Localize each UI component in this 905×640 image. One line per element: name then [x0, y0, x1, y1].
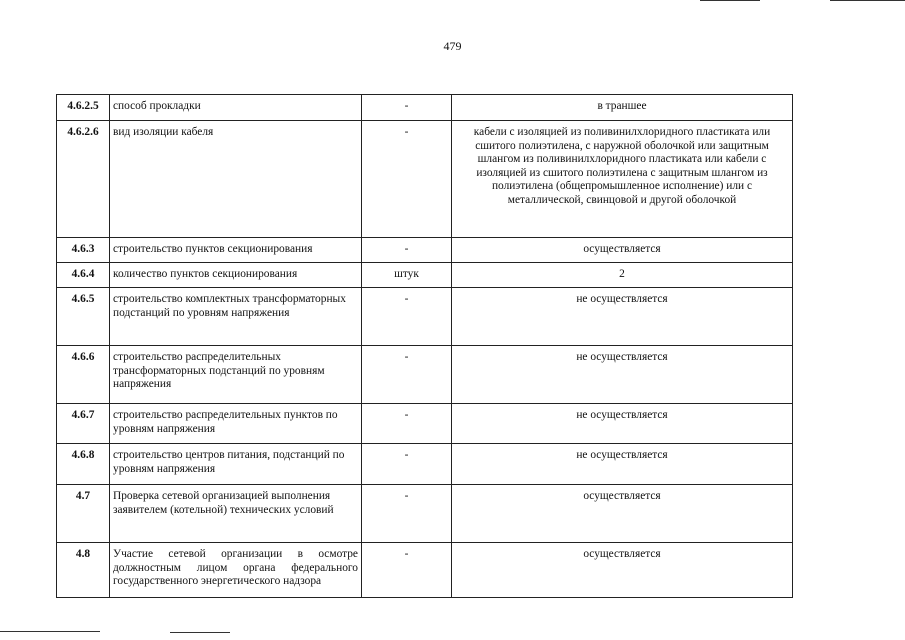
table-row: [57, 485, 793, 543]
table-row: [57, 95, 793, 121]
value-cell: не осуществляется: [452, 404, 793, 444]
page-number: 479: [443, 39, 462, 53]
parameter-name: строительство распределительных пунктов по уровням напряжения: [110, 404, 362, 444]
table-row: [57, 543, 793, 598]
table-row: [57, 288, 793, 346]
specification-table: [56, 94, 793, 598]
scan-artifact-line: [700, 0, 760, 1]
scan-artifact-line: [830, 0, 905, 1]
table-row: [57, 444, 793, 485]
value-cell: осуществляется: [452, 238, 793, 263]
row-number: 4.8: [57, 543, 110, 598]
unit-cell: -: [362, 288, 452, 346]
row-number: 4.6.6: [57, 346, 110, 404]
row-number: 4.7: [57, 485, 110, 543]
unit-cell: -: [362, 404, 452, 444]
scan-artifact-line: [0, 631, 100, 632]
value-cell: не осуществляется: [452, 444, 793, 485]
parameter-name: строительство распределительных трансформаторных подстанций по уровням напряжения: [110, 346, 362, 404]
row-number: 4.6.7: [57, 404, 110, 444]
row-number: 4.6.4: [57, 263, 110, 288]
table-row: [57, 238, 793, 263]
value-cell: 2: [452, 263, 793, 288]
row-number: 4.6.2.5: [57, 95, 110, 121]
unit-cell: -: [362, 238, 452, 263]
table-row: [57, 404, 793, 444]
scan-artifact-line: [170, 632, 230, 633]
value-cell: осуществляется: [452, 543, 793, 598]
unit-cell: -: [362, 346, 452, 404]
row-number: 4.6.3: [57, 238, 110, 263]
parameter-name: Проверка сетевой организацией выполнения заявителем (котельной) технических условий: [110, 485, 362, 543]
table-row: [57, 263, 793, 288]
parameter-name: строительство комплектных трансформаторных подстанций по уровням напряжения: [110, 288, 362, 346]
unit-cell: -: [362, 121, 452, 238]
value-cell: в траншее: [452, 95, 793, 121]
row-number: 4.6.8: [57, 444, 110, 485]
unit-cell: -: [362, 444, 452, 485]
value-cell: не осуществляется: [452, 288, 793, 346]
parameter-name: количество пунктов секционирования: [110, 263, 362, 288]
unit-cell: -: [362, 543, 452, 598]
unit-cell: -: [362, 95, 452, 121]
unit-cell: штук: [362, 263, 452, 288]
parameter-name: способ прокладки: [110, 95, 362, 121]
table-row: [57, 121, 793, 238]
unit-cell: -: [362, 485, 452, 543]
value-cell: кабели с изоляцией из поливинилхлоридного пластиката или сшитого полиэтилена, с наружной оболочкой или защитным шлангом из поливинилхлоридного пластиката или кабели с изоляцией из сшитого полиэтилена с защитным шлангом из полиэтилена (общепромышленное исполнение) или с металлической, свинцовой и другой оболочкой: [452, 121, 793, 238]
parameter-name: вид изоляции кабеля: [110, 121, 362, 238]
table-row: [57, 346, 793, 404]
value-cell: не осуществляется: [452, 346, 793, 404]
parameter-name: строительство центров питания, подстанций по уровням напряжения: [110, 444, 362, 485]
parameter-name: строительство пунктов секционирования: [110, 238, 362, 263]
row-number: 4.6.2.6: [57, 121, 110, 238]
value-cell: осуществляется: [452, 485, 793, 543]
row-number: 4.6.5: [57, 288, 110, 346]
parameter-name: Участие сетевой организации в осмотре должностным лицом органа федерального государственного энергетического надзора: [110, 543, 362, 598]
